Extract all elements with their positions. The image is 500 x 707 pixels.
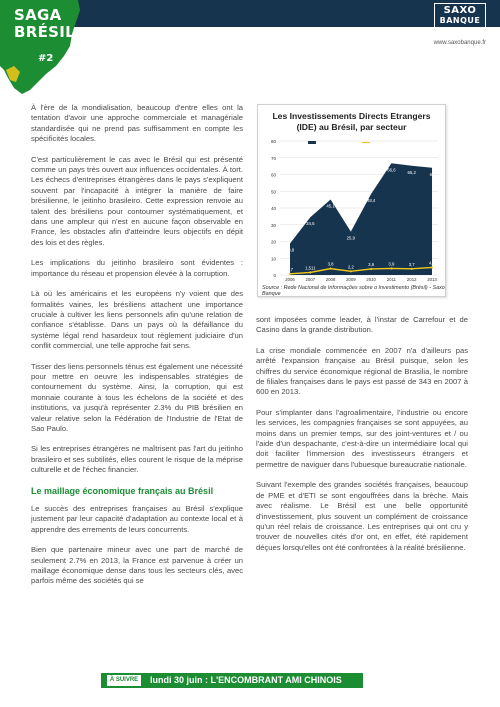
- x-tick-label: 2009: [346, 277, 356, 282]
- y-tick-label: 60: [270, 172, 276, 178]
- x-tick-label: 2006: [285, 277, 295, 282]
- legend-label-total: IDE Total au Brésil: [318, 141, 350, 145]
- paragraph: Si les entreprises étrangères ne maîtrisent pas l'art du jeitinho brasileiro et ses subtilités, elles courent le risque de la méprise culturelle et de l'échec financier.: [31, 444, 243, 475]
- x-tick-label: 2011: [386, 277, 397, 282]
- brand-line1: SAGA: [14, 6, 62, 24]
- data-point-french: [411, 268, 413, 270]
- y-tick-label: 0: [273, 273, 276, 278]
- x-tick-label: 2010: [366, 277, 376, 282]
- data-label-total: 34,5: [306, 221, 315, 227]
- x-tick-label: 2008: [325, 277, 336, 282]
- x-tick-label: 2012: [406, 277, 417, 282]
- data-label-total: 48,4: [366, 197, 376, 203]
- data-label-french: 3,7: [408, 261, 415, 267]
- saxo-line2: BANQUE: [439, 16, 481, 25]
- data-label-total: 65,2: [407, 169, 416, 175]
- data-label-french: 2,2: [347, 264, 354, 270]
- paragraph: Bien que partenaire mineur avec une part de marché de seulement 2.7% en 2013, la France est parvenue à créer un maillage économique dense dans tous les secteurs clés, avec parfois même des sociétés qui se: [31, 545, 243, 586]
- site-url-link[interactable]: www.saxobanque.fr: [433, 40, 486, 46]
- paragraph: Suivant l'exemple des grandes sociétés françaises, beaucoup de PME et d'ETI se sont engouffrées dans la brèche. Mais avec réalisme. Le Brésil est une belle opportunité d'investissement, plus souvent un complément de croissance qu'un réel relais de croissance. Les entreprises qui ont cru y trouver de nouvelles cités d'or ont, en effet, été rapidement déçues lorsqu'elles ont été confrontées à la réalité brésilienne.: [256, 480, 468, 552]
- chart-source: Source : Rede Nacional de Informações sobre o Investimento (Brésil) - Saxo Banque: [262, 285, 445, 297]
- saxo-banque-logo[interactable]: [434, 3, 486, 29]
- paragraph: À l'ère de la mondialisation, beaucoup d'entre elles ont la tentation d'avoir une approche commerciale et managériale standardisée qui ne prend pas suffisamment en compte les spécificités locales.: [31, 103, 243, 144]
- paragraph: Tisser des liens personnels ténus est également une nécessité pour mettre en oeuvre les indispensables stratégies de contournement du système. Ainsi, la corruption, qui est monnaie courante à tous les échelons de la société et des institutions, va jusqu'à représenter 2.3% du PIB brésilien en valeur relative selon la Fédération de l'Industrie de l'Etat de Sao Paulo.: [31, 361, 243, 433]
- legend-label-french: IDE Français au Brésil: [372, 141, 410, 145]
- data-label-total: 66,6: [387, 167, 396, 173]
- issue-number: #2: [38, 53, 54, 64]
- chart-title-line2: (IDE) au Brésil, par secteur: [296, 122, 407, 132]
- data-label-french: 3,9: [388, 261, 395, 267]
- paragraph: C'est particulièrement le cas avec le Brésil qui est présenté comme un pays très ouvert aux influences occidentales. À tort. Les échecs d'entreprises étrangères dans le pays s'expliquent souvent par l'incapacité à intégrer la manière de faire brésilienne, le jeitinho brasileiro. Cette expression renvoie au talent des brésiliens pour contourner systématiquement, et dans une ampleur qui n'est en aucune façon observable en France, les obstacles afin d'atteindre leurs objectifs en dépit des lois et des règles.: [31, 154, 243, 247]
- data-label-french: 1,511: [305, 265, 316, 271]
- data-label-french: 4,5: [429, 260, 435, 266]
- data-point-french: [329, 268, 331, 270]
- data-point-french: [289, 273, 291, 275]
- data-point-french: [390, 267, 392, 269]
- section-heading: Le maillage économique français au Brésil: [31, 485, 214, 496]
- paragraph: La crise mondiale commencée en 2007 n'a d'ailleurs pas arrêté l'expansion française au Brésil puisque, selon les chiffres du service économique régional de Brasilia, le nombre de filiales françaises dans le pays est passé de 343 en 2007 à 600 en 2013.: [256, 345, 468, 397]
- data-label-total: 45,1: [326, 203, 335, 209]
- chart-title-line1: Les Investissements Directs Etrangers: [272, 111, 431, 121]
- y-tick-label: 10: [270, 256, 276, 262]
- data-label-french: 3,8: [327, 261, 334, 267]
- x-tick-label: 2007: [305, 277, 316, 282]
- data-label-total: 18,8: [285, 247, 295, 253]
- next-episode-text[interactable]: lundi 30 juin : L'ENCOMBRANT AMI CHINOIS: [150, 675, 342, 685]
- data-point-french: [370, 268, 372, 270]
- brand-line2: BRÉSIL: [14, 23, 75, 41]
- data-label-total: 25,9: [346, 235, 356, 241]
- left-column: [31, 103, 243, 597]
- paragraph: Le succès des entreprises françaises au Brésil s'explique justement par leur capacité d'adaptation au contexte local et à apprendre des errements de leurs concurrents.: [31, 504, 243, 534]
- data-label-total: 64: [429, 171, 435, 177]
- data-point-french: [431, 266, 433, 268]
- chart-plot: [258, 105, 445, 285]
- paragraph: Les implications du jeitinho brasileiro sont évidentes : importance du réseau et propension élevée à la corruption.: [31, 258, 243, 278]
- legend-swatch-total: [308, 141, 316, 144]
- ide-chart: [257, 104, 446, 297]
- data-label-french: 3,6: [368, 261, 375, 267]
- data-point-french: [309, 271, 311, 273]
- x-tick-label: 2013: [427, 277, 437, 282]
- y-tick-label: 40: [270, 206, 276, 211]
- y-tick-label: 80: [270, 139, 276, 144]
- follow-badge: À SUIVRE: [107, 675, 141, 686]
- paragraph: Là où les américains et les européens n'y voient que des formalités vaines, les brésiliens attachent une importance cruciale à cultiver les liens personnels afin qu'une relation de confiance s'établisse. Dans un pays où la défaillance du système légal rend hasardeux tout règlement judiciaire d'un conflit commercial, une telle approche fait sens.: [31, 289, 243, 351]
- data-point-french: [350, 270, 352, 272]
- y-tick-label: 50: [270, 189, 276, 195]
- right-column: [256, 315, 468, 563]
- data-label-french: 0,7: [287, 266, 293, 272]
- brand-title: [14, 8, 75, 39]
- y-tick-label: 70: [270, 155, 276, 161]
- saxo-line1: SAXO: [443, 5, 477, 16]
- y-tick-label: 30: [270, 222, 276, 228]
- paragraph: sont imposées comme leader, à l'instar de Carrefour et de Casino dans la grande distribution.: [256, 315, 468, 335]
- paragraph: Pour s'implanter dans l'agroalimentaire, l'industrie ou encore les services, les compagnies françaises se sont appuyées, au moins dans un premier temps, sur des joint-ventures et / ou l'aide d'un despachante, c'est-à-dire un intermédiaire local qui doit faciliter l'immersion des investisseurs étrangers et permettre de naviguer dans l'ubuesque bureaucratie nationale.: [256, 407, 468, 469]
- y-tick-label: 20: [270, 239, 276, 245]
- series-area-total: [290, 163, 432, 275]
